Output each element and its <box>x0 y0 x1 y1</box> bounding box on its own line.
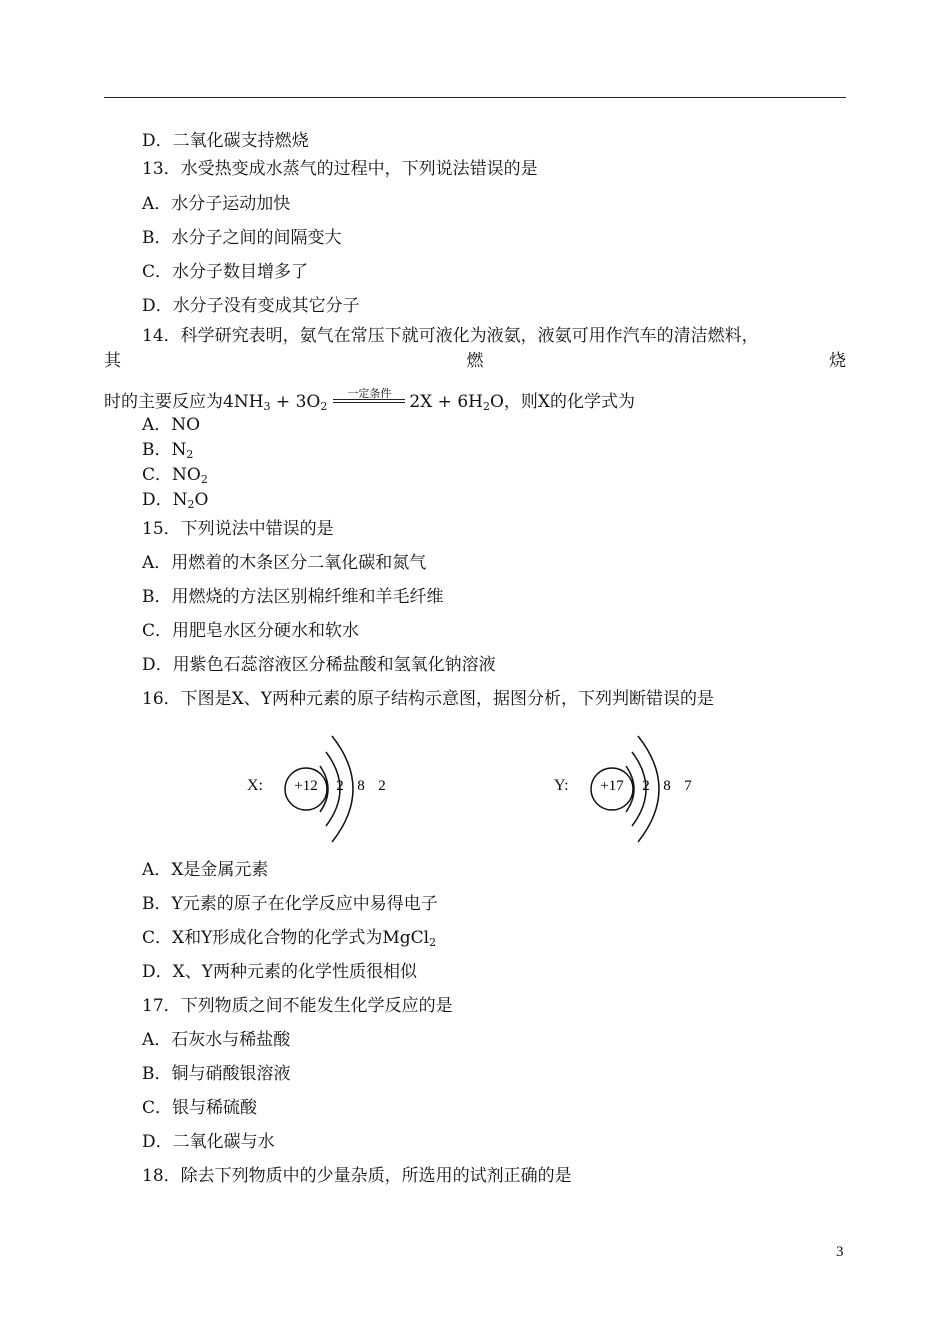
reaction-condition-arrow <box>333 389 405 409</box>
q16-option-c <box>142 927 436 949</box>
q15-option-a: A．用燃着的木条区分二氧化碳和氮气 <box>142 553 427 573</box>
atom-y-label: Y: <box>554 777 569 794</box>
eq-text: 2X + 6H <box>409 392 483 412</box>
opt-text: C．X和Y形成化合物的化学式为MgCl <box>142 928 430 948</box>
q16-option-a: A．X是金属元素 <box>142 860 269 880</box>
q17-option-a: A．石灰水与稀盐酸 <box>142 1030 291 1050</box>
atom-y-shell-1-electrons: 2 <box>642 778 650 794</box>
atom-y-shell-3-electrons: 7 <box>684 778 692 794</box>
header-rule <box>104 97 846 98</box>
q13-option-c: C．水分子数目增多了 <box>142 262 309 282</box>
q14-word-3: 烧 <box>829 351 846 371</box>
q16-stem: 16．下图是X、Y两种元素的原子结构示意图，据图分析，下列判断错误的是 <box>142 689 714 709</box>
opt-text: C．NO <box>142 465 201 485</box>
atom-x-diagram <box>270 730 410 850</box>
eq-text: O，则X的化学式为 <box>489 392 636 412</box>
eq-sub: 3 <box>263 400 271 413</box>
atom-y-shell-2-electrons: 8 <box>663 778 671 794</box>
reaction-condition-label: 一定条件 <box>347 387 392 400</box>
q16-option-b: B．Y元素的原子在化学反应中易得电子 <box>142 894 438 914</box>
q15-stem: 15．下列说法中错误的是 <box>142 519 334 539</box>
q14-option-d <box>142 489 208 511</box>
atom-x-shell-3-electrons: 2 <box>378 778 386 794</box>
q15-option-d: D．用紫色石蕊溶液区分稀盐酸和氢氧化钠溶液 <box>142 655 496 675</box>
q13-option-a: A．水分子运动加快 <box>142 194 291 214</box>
eq-sub: 2 <box>320 400 328 413</box>
opt-text: D．N <box>142 490 188 510</box>
q17-option-d: D．二氧化碳与水 <box>142 1132 275 1152</box>
q17-option-b: B．铜与硝酸银溶液 <box>142 1064 291 1084</box>
atom-x-shell-2-electrons: 8 <box>357 778 365 794</box>
q12-option-d: D．二氧化碳支持燃烧 <box>142 131 309 151</box>
eq-text: 时的主要反应为4NH <box>104 392 264 412</box>
opt-sub: 2 <box>186 448 194 461</box>
atom-y-diagram <box>576 730 716 850</box>
q17-option-c: C．银与稀硫酸 <box>142 1098 258 1118</box>
opt-sub: 2 <box>429 936 437 949</box>
opt-text: B．N <box>142 440 187 460</box>
atom-x-nucleus-charge: +12 <box>294 778 318 794</box>
eq-text: + 3O <box>270 392 321 412</box>
opt-text: O <box>194 490 209 510</box>
q14-option-c <box>142 464 208 486</box>
atom-x-label: X: <box>247 777 263 794</box>
atom-y-nucleus-charge: +17 <box>600 778 624 794</box>
opt-sub: 2 <box>187 498 195 511</box>
q14-word-2: 燃 <box>466 351 484 371</box>
q15-option-c: C．用肥皂水区分硬水和软水 <box>142 621 360 641</box>
q14-equation-line <box>104 389 635 413</box>
q14-stem: 14．科学研究表明，氨气在常压下就可液化为液氨，液氨可用作汽车的清洁燃料， <box>142 326 759 346</box>
page-number: 3 <box>836 1244 844 1260</box>
eq-sub: 2 <box>482 400 490 413</box>
q15-option-b: B．用燃烧的方法区别棉纤维和羊毛纤维 <box>142 587 444 607</box>
q16-option-d: D．X、Y两种元素的化学性质很相似 <box>142 962 417 982</box>
q13-stem: 13．水受热变成水蒸气的过程中，下列说法错误的是 <box>142 159 538 179</box>
q14-justified-line <box>104 350 846 372</box>
q17-stem: 17．下列物质之间不能发生化学反应的是 <box>142 996 453 1016</box>
q14-word-1: 其 <box>104 351 121 371</box>
q14-option-a: A．NO <box>142 415 201 435</box>
atom-x-shell-1-electrons: 2 <box>336 778 344 794</box>
q13-option-b: B．水分子之间的间隔变大 <box>142 228 342 248</box>
q13-option-d: D．水分子没有变成其它分子 <box>142 296 360 316</box>
opt-sub: 2 <box>200 473 208 486</box>
q14-option-b <box>142 439 193 461</box>
q18-stem: 18．除去下列物质中的少量杂质，所选用的试剂正确的是 <box>142 1166 572 1186</box>
